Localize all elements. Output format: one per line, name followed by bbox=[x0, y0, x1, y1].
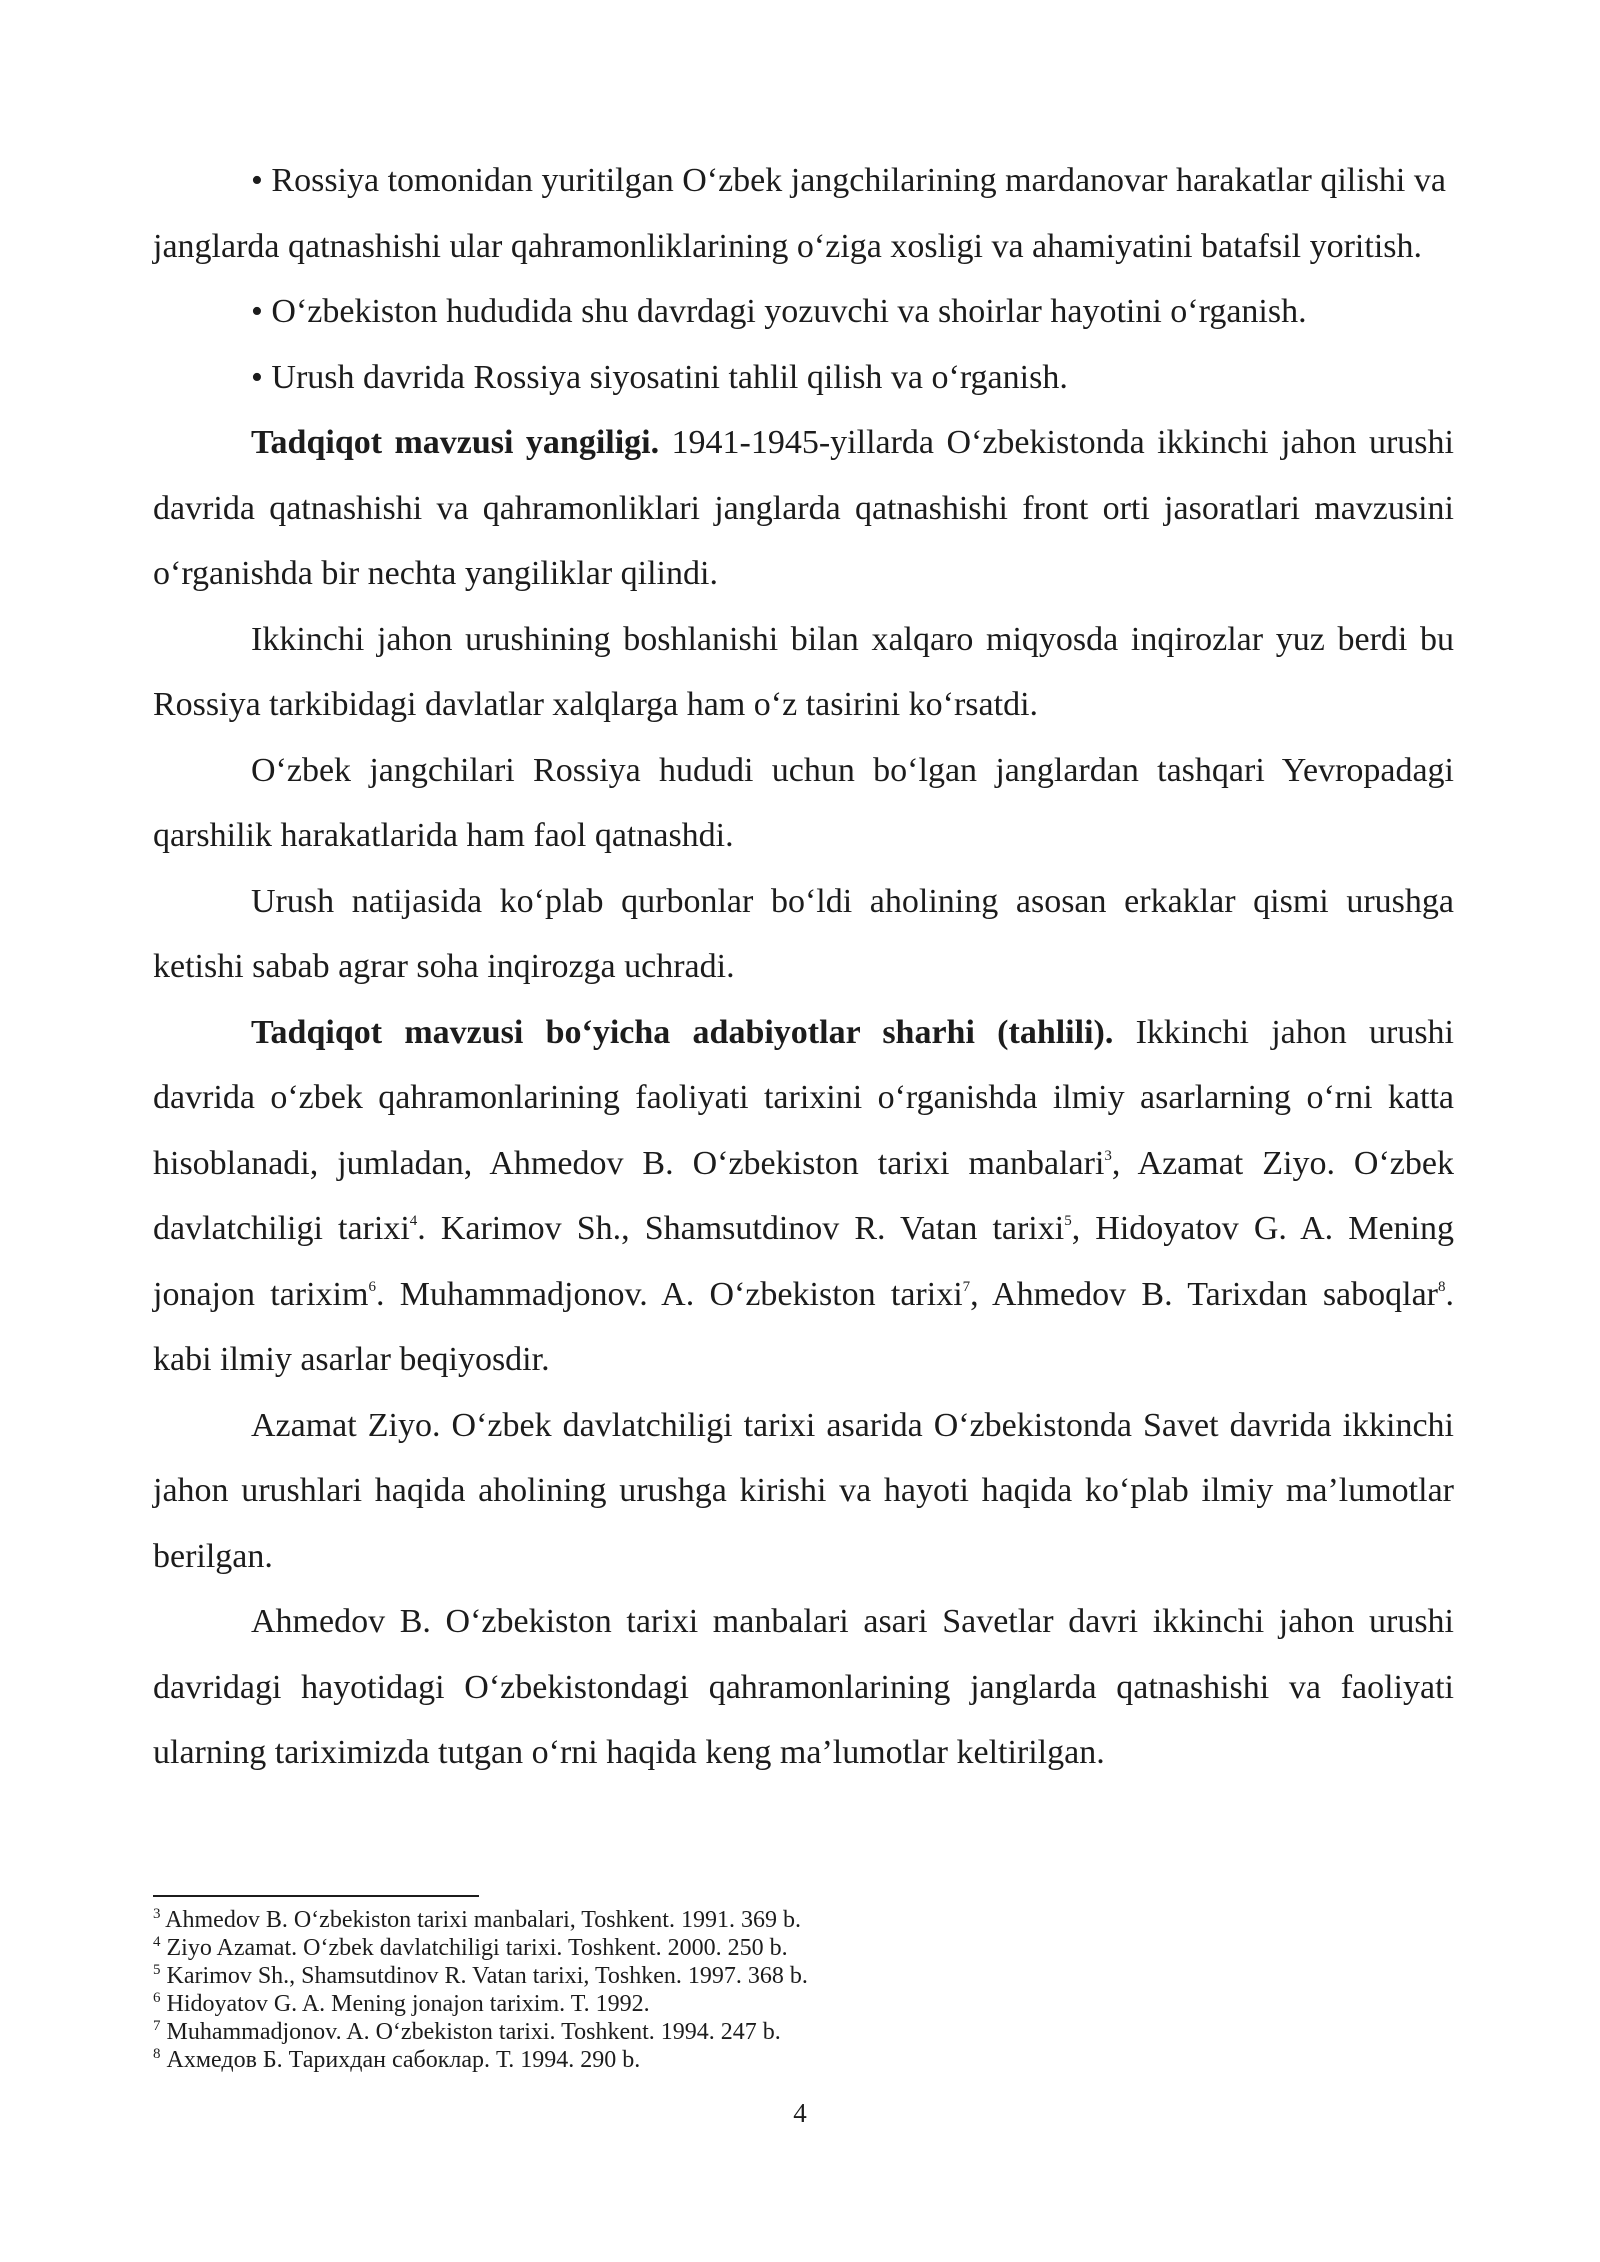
footnote-separator bbox=[153, 1895, 479, 1897]
literature-review-text: Ikkinchi jahon urushi davrida o‘zbek qahramonlarining faoliyati tarixini o‘rganishda ilmiy asarlarning o‘rni katta hisoblanadi, jumladan, Ahmedov B. O‘zbekiston tarixi manbalari bbox=[153, 1013, 1454, 1182]
footnote-text: Ahmedov B. O‘zbekiston tarixi manbalari, Toshkent. 1991. 369 b. bbox=[160, 1907, 801, 1933]
literature-review-text: . Karimov Sh., Shamsutdinov R. Vatan tarixi bbox=[417, 1210, 1065, 1247]
footnote-text: Muhammadjonov. A. O‘zbekiston tarixi. Toshkent. 1994. 247 b. bbox=[160, 2019, 781, 2045]
footnote-ref-5[interactable]: 5 bbox=[1064, 1213, 1072, 1229]
bullet-paragraph-2: • O‘zbekiston hududida shu davrdagi yozuvchi va shoirlar hayotini o‘rganish. bbox=[251, 293, 1307, 330]
literature-review-text: , Azamat Ziyo. O‘zbek davlatchiligi tarixi bbox=[153, 1144, 1454, 1247]
body-text bbox=[153, 148, 1454, 1786]
footnote-number: 3 bbox=[153, 1906, 161, 1922]
literature-review-paragraph bbox=[153, 1000, 1454, 1393]
footnote-text: Ziyo Azamat. O‘zbek davlatchiligi tarixi. Toshkent. 2000. 250 b. bbox=[160, 1935, 788, 1961]
footnote-number: 6 bbox=[153, 1990, 161, 2006]
footnote-text: Karimov Sh., Shamsutdinov R. Vatan tarixi, Toshken. 1997. 368 b. bbox=[160, 1963, 808, 1989]
paragraph-azamat-ziyo: Azamat Ziyo. O‘zbek davlatchiligi tarixi asarida O‘zbekistonda Savet davrida ikkinchi jahon urushlari haqida aholining urushga kirishi va hayoti haqida ko‘plab ilmiy ma’lumotlar berilgan. bbox=[153, 1406, 1454, 1575]
paragraph-war-start: Ikkinchi jahon urushining boshlanishi bilan xalqaro miqyosda inqirozlar yuz berdi bu Rossiya tarkibidagi davlatlar xalqlarga ham o‘z tasirini ko‘rsatdi. bbox=[153, 620, 1454, 723]
footnote-ref-3[interactable]: 3 bbox=[1104, 1147, 1112, 1164]
novelty-heading: Tadqiqot mavzusi yangiligi. bbox=[251, 424, 660, 461]
literature-review-heading: Tadqiqot mavzusi bo‘yicha adabiyotlar sharhi (tahlili). bbox=[251, 1013, 1114, 1051]
paragraph-uzbek-fighters: O‘zbek jangchilari Rossiya hududi uchun bo‘lgan janglardan tashqari Yevropadagi qarshilik harakatlarida ham faol qatnashdi. bbox=[153, 751, 1454, 854]
footnote-3 bbox=[153, 1906, 1453, 1934]
footnote-6 bbox=[153, 1990, 1453, 2018]
footnote-8 bbox=[153, 2046, 1453, 2074]
literature-review-text: . kabi ilmiy asarlar beqiyosdir. bbox=[153, 1275, 1455, 1378]
footnote-ref-4[interactable]: 4 bbox=[409, 1213, 418, 1229]
bullet-paragraph-1: • Rossiya tomonidan yuritilgan O‘zbek jangchilarining mardanovar harakatlar qilishi va janglarda qatnashishi ular qahramonliklarining o‘ziga xosligi va ahamiyatini batafsil yoritish. bbox=[153, 162, 1446, 265]
paragraph-ahmedov: Ahmedov B. O‘zbekiston tarixi manbalari asari Savetlar davri ikkinchi jahon urushi davridagi hayotidagi O‘zbekistondagi qahramonlarining janglarda qatnashishi va faoliyati ularning tariximizda tutgan o‘rni haqida keng ma’lumotlar keltirilgan. bbox=[153, 1603, 1454, 1771]
bullet-paragraph-3: • Urush davrida Rossiya siyosatini tahlil qilish va o‘rganish. bbox=[251, 358, 1068, 396]
footnote-7 bbox=[153, 2018, 1453, 2046]
footnote-number: 4 bbox=[153, 1934, 161, 1950]
footnote-text: Ахмедов Б. Тарихдан сабоклар. Т. 1994. 290 b. bbox=[160, 2047, 641, 2073]
footnote-ref-6[interactable]: 6 bbox=[368, 1278, 376, 1295]
footnote-number: 7 bbox=[153, 2018, 161, 2034]
novelty-text: 1941-1945-yillarda O‘zbekistonda ikkinchi jahon urushi davrida qatnashishi va qahramonliklari janglarda qatnashishi front orti jasoratlari mavzusini o‘rganishda bir nechta yangiliklar qilindi. bbox=[153, 424, 1454, 592]
paragraph-war-results: Urush natijasida ko‘plab qurbonlar bo‘ldi aholining asosan erkaklar qismi urushga ketishi sabab agrar soha inqirozga uchradi. bbox=[153, 882, 1454, 985]
literature-review-text: . Muhammadjonov. A. O‘zbekiston tarixi bbox=[375, 1275, 963, 1313]
footnote-number: 5 bbox=[153, 1962, 161, 1978]
page-number: 4 bbox=[793, 2098, 807, 2128]
footnote-4 bbox=[153, 1934, 1453, 1962]
footnotes bbox=[153, 1906, 1453, 2074]
footnote-number: 8 bbox=[153, 2046, 161, 2062]
novelty-paragraph bbox=[153, 410, 1454, 607]
footnote-ref-7[interactable]: 7 bbox=[962, 1278, 971, 1295]
literature-review-text: , Ahmedov B. Tarixdan saboqlar bbox=[970, 1275, 1439, 1313]
footnote-text: Hidoyatov G. A. Mening jonajon tarixim. T. 1992. bbox=[160, 1991, 650, 2017]
literature-review-text: , Hidoyatov G. A. Mening jonajon tarixim bbox=[153, 1210, 1454, 1313]
footnote-5 bbox=[153, 1962, 1453, 1990]
footnote-ref-8[interactable]: 8 bbox=[1438, 1278, 1446, 1295]
